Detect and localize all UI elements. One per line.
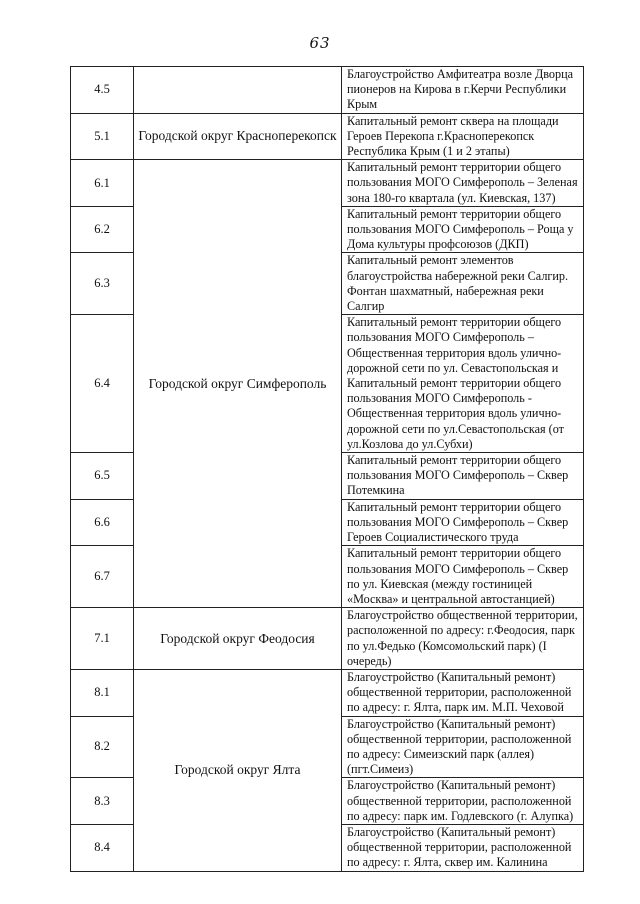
- row-number: 6.3: [71, 253, 134, 315]
- object-description: Капитальный ремонт элементов благоустройства набережной реки Салгир. Фонтан шахматный, набережная реки Салгир: [342, 253, 584, 315]
- row-number: 7.1: [71, 608, 134, 670]
- district-cell: [134, 67, 342, 114]
- object-description: Благоустройство общественной территории, расположенной по адресу: г.Феодосия, парк по ул.Федько (Комсомольский парк) (I очередь): [342, 608, 584, 670]
- row-number: 6.6: [71, 499, 134, 546]
- row-number: 8.2: [71, 716, 134, 778]
- object-description: Капитальный ремонт сквера на площади Героев Перекопа г.Красноперекопск Республика Крым (1 и 2 этапы): [342, 113, 584, 160]
- table-row: [71, 160, 584, 207]
- district-cell: Городской округ Симферополь: [134, 160, 342, 608]
- object-description: Капитальный ремонт территории общего пользования МОГО Симферополь – Зеленая зона 180-го квартала (ул. Киевская, 137): [342, 160, 584, 207]
- object-description: Капитальный ремонт территории общего пользования МОГО Симферополь – Сквер по ул. Киевская (между гостиницей «Москва» и центральной автостанцией): [342, 546, 584, 608]
- row-number: 8.4: [71, 824, 134, 871]
- row-number: 5.1: [71, 113, 134, 160]
- object-description: Благоустройство (Капитальный ремонт) общественной территории, расположенной по адресу: Симеизский парк (аллея) (пгт.Симеиз): [342, 716, 584, 778]
- row-number: 8.3: [71, 778, 134, 825]
- table-row: [71, 608, 584, 670]
- row-number: 4.5: [71, 67, 134, 114]
- object-description: Капитальный ремонт территории общего пользования МОГО Симферополь – Общественная территория вдоль улично-дорожной сети по ул. Севастопольская и Капитальный ремонт территории общего пользования МОГО Симферополь - Общественная территория вдоль улично-дорожной сети по ул.Севастопольская (от ул.Козлова до ул.Субхи): [342, 315, 584, 453]
- row-number: 6.1: [71, 160, 134, 207]
- object-description: Капитальный ремонт территории общего пользования МОГО Симферополь – Роща у Дома культуры профсоюзов (ДКП): [342, 206, 584, 253]
- row-number: 6.2: [71, 206, 134, 253]
- district-cell: Городской округ Ялта: [134, 669, 342, 871]
- district-cell: Городской округ Красноперекопск: [134, 113, 342, 160]
- program-table: [70, 66, 584, 872]
- page-number: 63: [309, 34, 331, 52]
- object-description: Капитальный ремонт территории общего пользования МОГО Симферополь – Сквер Потемкина: [342, 453, 584, 500]
- district-cell: Городской округ Феодосия: [134, 608, 342, 670]
- object-description: Капитальный ремонт территории общего пользования МОГО Симферополь – Сквер Героев Социалистического труда: [342, 499, 584, 546]
- row-number: 6.4: [71, 315, 134, 453]
- table-row: [71, 113, 584, 160]
- row-number: 6.7: [71, 546, 134, 608]
- object-description: Благоустройство (Капитальный ремонт) общественной территории, расположенной по адресу: г. Ялта, сквер им. Калинина: [342, 824, 584, 871]
- row-number: 6.5: [71, 453, 134, 500]
- object-description: Благоустройство Амфитеатра возле Дворца пионеров на Кирова в г.Керчи Республики Крым: [342, 67, 584, 114]
- object-description: Благоустройство (Капитальный ремонт) общественной территории, расположенной по адресу: г. Ялта, парк им. М.П. Чеховой: [342, 669, 584, 716]
- table-row: [71, 67, 584, 114]
- row-number: 8.1: [71, 669, 134, 716]
- table-row: [71, 669, 584, 716]
- object-description: Благоустройство (Капитальный ремонт) общественной территории, расположенной по адресу: парк им. Годлевского (г. Алупка): [342, 778, 584, 825]
